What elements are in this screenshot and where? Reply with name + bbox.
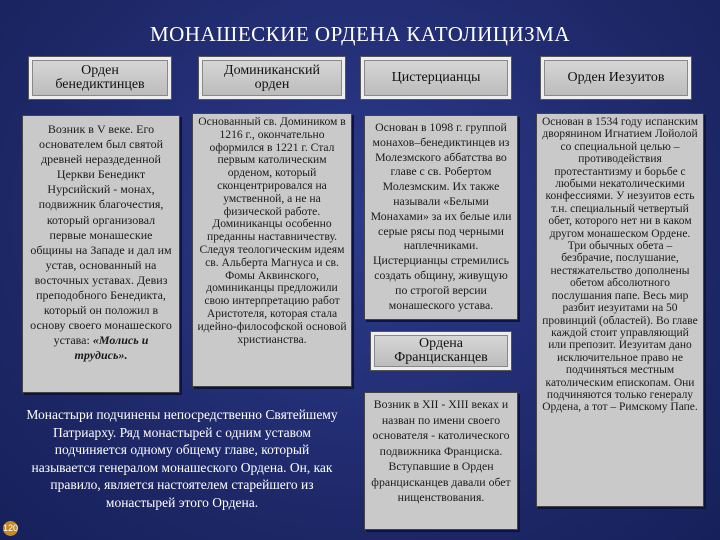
- header-benedictines-label: Орден бенедиктинцев: [55, 63, 145, 92]
- cistercians-description: Основан в 1098 г. группой монахов–бенедиктинцев из Молезмского аббатства во главе с св. Робертом Молезмским. Их также называли «Белыми Монахами» за их белые или серые рясы под черными наплечниками. Цистерцианцы стремились создать общину, живущую по строгой версии монашеского устава.: [370, 120, 512, 312]
- jesuits-description: Основан в 1534 году испанским дворянином Игнатием Лойолой со специальной целью – противодействия протестантизму и борьбе с любыми некатолическими конфессиями. У иезуитов есть т.н. специальный четвертый обет, которого нет ни в каком другом монашеском Ордене. Три обычных обета – безбрачие, послушание, нестяжательство дополнены обетом абсолютного послушания папе. Весь мир разбит иезуитами на 50 провинций (областей). Во главе каждой стоит управляющий или препозит. Иезуитам дано исключительное право не подчиняться местным католическим епископам. Они подчиняются только генералу Ордена, а тот – Римскому Папе.: [541, 116, 699, 414]
- franciscans-text-box: [364, 392, 518, 530]
- page-number-badge: 120: [3, 521, 18, 536]
- benedictines-description: Возник в V веке. Его основателем был святой древней нераздеденной Церкви Бенедикт Нурсийский - монах, подвижник благочестия, который организовал первые монашеские общины на Западе и дал им устав, основанный на восточных уставах. Девиз преподобного Бенедикта, который он положил в основу своего монашеского устава:: [30, 122, 172, 348]
- header-benedictines: [28, 56, 172, 100]
- header-jesuits-label: Орден Иезуитов: [567, 70, 665, 85]
- header-franciscans: [370, 331, 512, 371]
- monastery-subordination-text: Монастыри подчинены непосредственно Святейшему Патриарху. Ряд монастырей с одним уставом подчиняется одному общему главе, который называется генералом монашеского Ордена. Он, как правило, является настоятелем старейшего из монастырей этого Ордена.: [26, 407, 338, 510]
- page-title: МОНАШЕСКИЕ ОРДЕНА КАТОЛИЦИЗМА: [149, 22, 571, 46]
- dominicans-description: Основанный св. Домиником в 1216 г., окончательно оформился в 1221 г. Стал первым католическим орденом, который сконцентрировался на умственной, а не на физической работе. Доминиканцы особенно преданны наставничеству. Следуя теологическим идеям св. Альберта Магнуса и св. Фомы Аквинского, доминиканцы предложили свою интерпретацию работ Аристотеля, которая стала идейно-философской основой христианства.: [197, 115, 347, 346]
- benedictines-motto: «Молись и трудись».: [74, 333, 149, 363]
- cistercians-text-box: [364, 115, 518, 320]
- benedictines-text-box: [22, 115, 180, 393]
- header-franciscans-label: Ордена Францисканцев: [394, 336, 488, 365]
- header-jesuits: [540, 56, 692, 100]
- header-dominicans: [198, 56, 346, 100]
- jesuits-text-box: [536, 113, 704, 507]
- dominicans-text-box: [192, 113, 352, 387]
- header-cistercians: [360, 56, 512, 100]
- header-cistercians-label: Цистерцианцы: [391, 70, 481, 85]
- header-dominicans-label: Доминиканский орден: [224, 63, 320, 92]
- franciscans-description: Возник в XII - XIII веках и назван по имени своего основателя - католического подвижника Франциска. Вступавшие в Орден францисканцев давали обет нищенствования.: [371, 397, 511, 504]
